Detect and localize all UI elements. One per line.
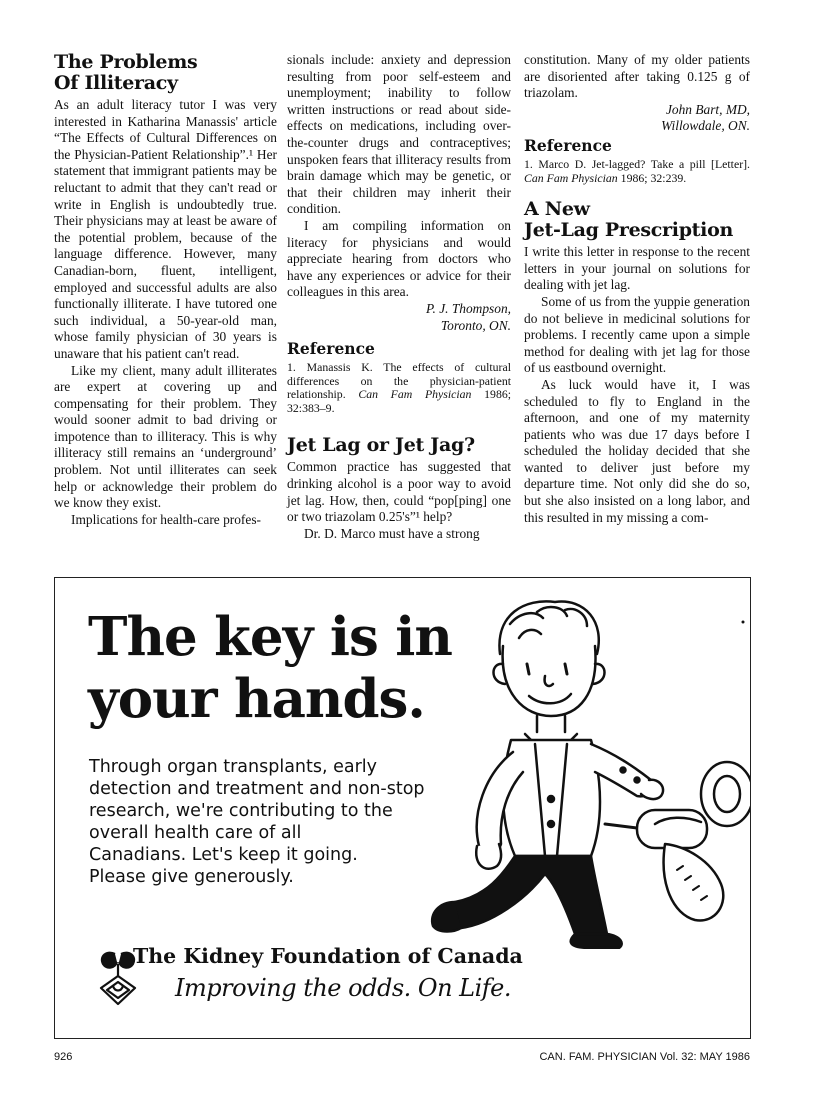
paragraph: Like my client, many adult illiterates are expert at covering up and compensating for their problem. They would sooner admit to bad driving or impotence than to illiteracy. This is why illiteracy still remains an ‘underground’ problem. Not until illiterates can seek help or acknowledge their problem do we know they exist. <box>54 362 277 511</box>
article-title-jet-lag: Jet Lag or Jet Jag? <box>287 434 475 457</box>
paragraph: Common practice has suggested that drinking alcohol is a poor way to avoid jet lag. How, then, could “pop[ping] one or two triazolam 0.25's”¹ help? <box>287 459 511 525</box>
ad-headline: The key is in your hands. <box>88 606 452 730</box>
reference-heading: Reference <box>524 135 612 155</box>
journal-citation: CAN. FAM. PHYSICIAN Vol. 32: MAY 1986 <box>539 1051 750 1063</box>
article-column-1 <box>54 52 277 528</box>
article-title-illiteracy: The Problems Of Illiteracy <box>54 51 198 94</box>
signature-place: Willowdale, ON. <box>661 118 750 134</box>
organization-tagline: Improving the odds. On Life. <box>175 974 511 1002</box>
signature-block <box>287 301 511 334</box>
organization-name: The Kidney Foundation of Canada <box>133 944 523 968</box>
signature-name: P. J. Thompson, <box>426 300 511 316</box>
paragraph: As luck would have it, I was scheduled to fly to England in the afternoon, and one of my maternity patients who was due 17 days before I scheduled the holiday decided that she wanted to deliver just before my departure time. Not only did she do so, but she also insisted on a long labor, and this resulted in my missing a com- <box>524 376 750 525</box>
paragraph: constitution. Many of my older patients are disoriented after taking 0.125 g of triazolam. <box>524 52 750 101</box>
page-number: 926 <box>54 1051 73 1063</box>
paragraph: sionals include: anxiety and depression resulting from poor self-esteem and unemployment; inability to follow written instructions or read about side-effects on medications, including over-the-counter drugs and contraceptives; unspoken fears that illiteracy results from brain damage which may be genetic, or that their children may inherit their condition. <box>287 52 511 217</box>
reference-text: 1. Manassis K. The effects of cultural differences on the physician-patient relationship. Can Fam Physician 1986; 32:383–9. <box>287 360 512 415</box>
wind-up-doll-with-key-icon <box>415 584 750 949</box>
reference-heading: Reference <box>287 339 375 359</box>
paragraph: Implications for health-care profes- <box>71 511 261 527</box>
reference-text: 1. Marco D. Jet-lagged? Take a pill [Letter]. Can Fam Physician 1986; 32:239. <box>524 156 750 185</box>
article-title-new-prescription: A New Jet-Lag Prescription <box>524 198 733 242</box>
signature-name: John Bart, MD, <box>665 101 750 117</box>
kidney-foundation-advertisement <box>54 577 751 1039</box>
ad-body-text: Through organ transplants, early detection and treatment and non-stop research, we're contributing to the overall health care of all Canadians. Let's keep it going. Please give generously. <box>89 757 425 887</box>
signature-place: Toronto, ON. <box>440 317 511 333</box>
paragraph: Some of us from the yuppie generation do not believe in medicinal solutions for problems. I recently came upon a simple method for dealing with jet lag for those of us eastbound overnight. <box>524 293 750 376</box>
paragraph: I am compiling information on literacy for physicians and would appreciate hearing from doctors who have any experiences or advice for their colleagues in this area. <box>287 217 511 300</box>
article-column-3 <box>524 52 750 526</box>
paragraph: I write this letter in response to the recent letters in your journal on solutions for dealing with jet lag. <box>524 244 750 293</box>
signature-block <box>524 102 750 135</box>
paragraph: Dr. D. Marco must have a strong <box>304 525 480 541</box>
paragraph: As an adult literacy tutor I was very interested in Katharina Manassis' article “The Effects of Cultural Differences on the Physician-Patient Relationship”.¹ Her statement that immigrant patients may be reluctant to admit that they can't read or write in English is undoubtedly true. Their physicians may at least be aware of the potential problem, because of the language difference. However, many Canadian-born, fluent, intelligent, employed and successful adults are also functionally illiterate. I have tutored one such individual, a 50-year-old man, whose family physician of 30 years is unaware that his patient can't read. <box>54 97 277 361</box>
article-column-2 <box>287 52 511 542</box>
